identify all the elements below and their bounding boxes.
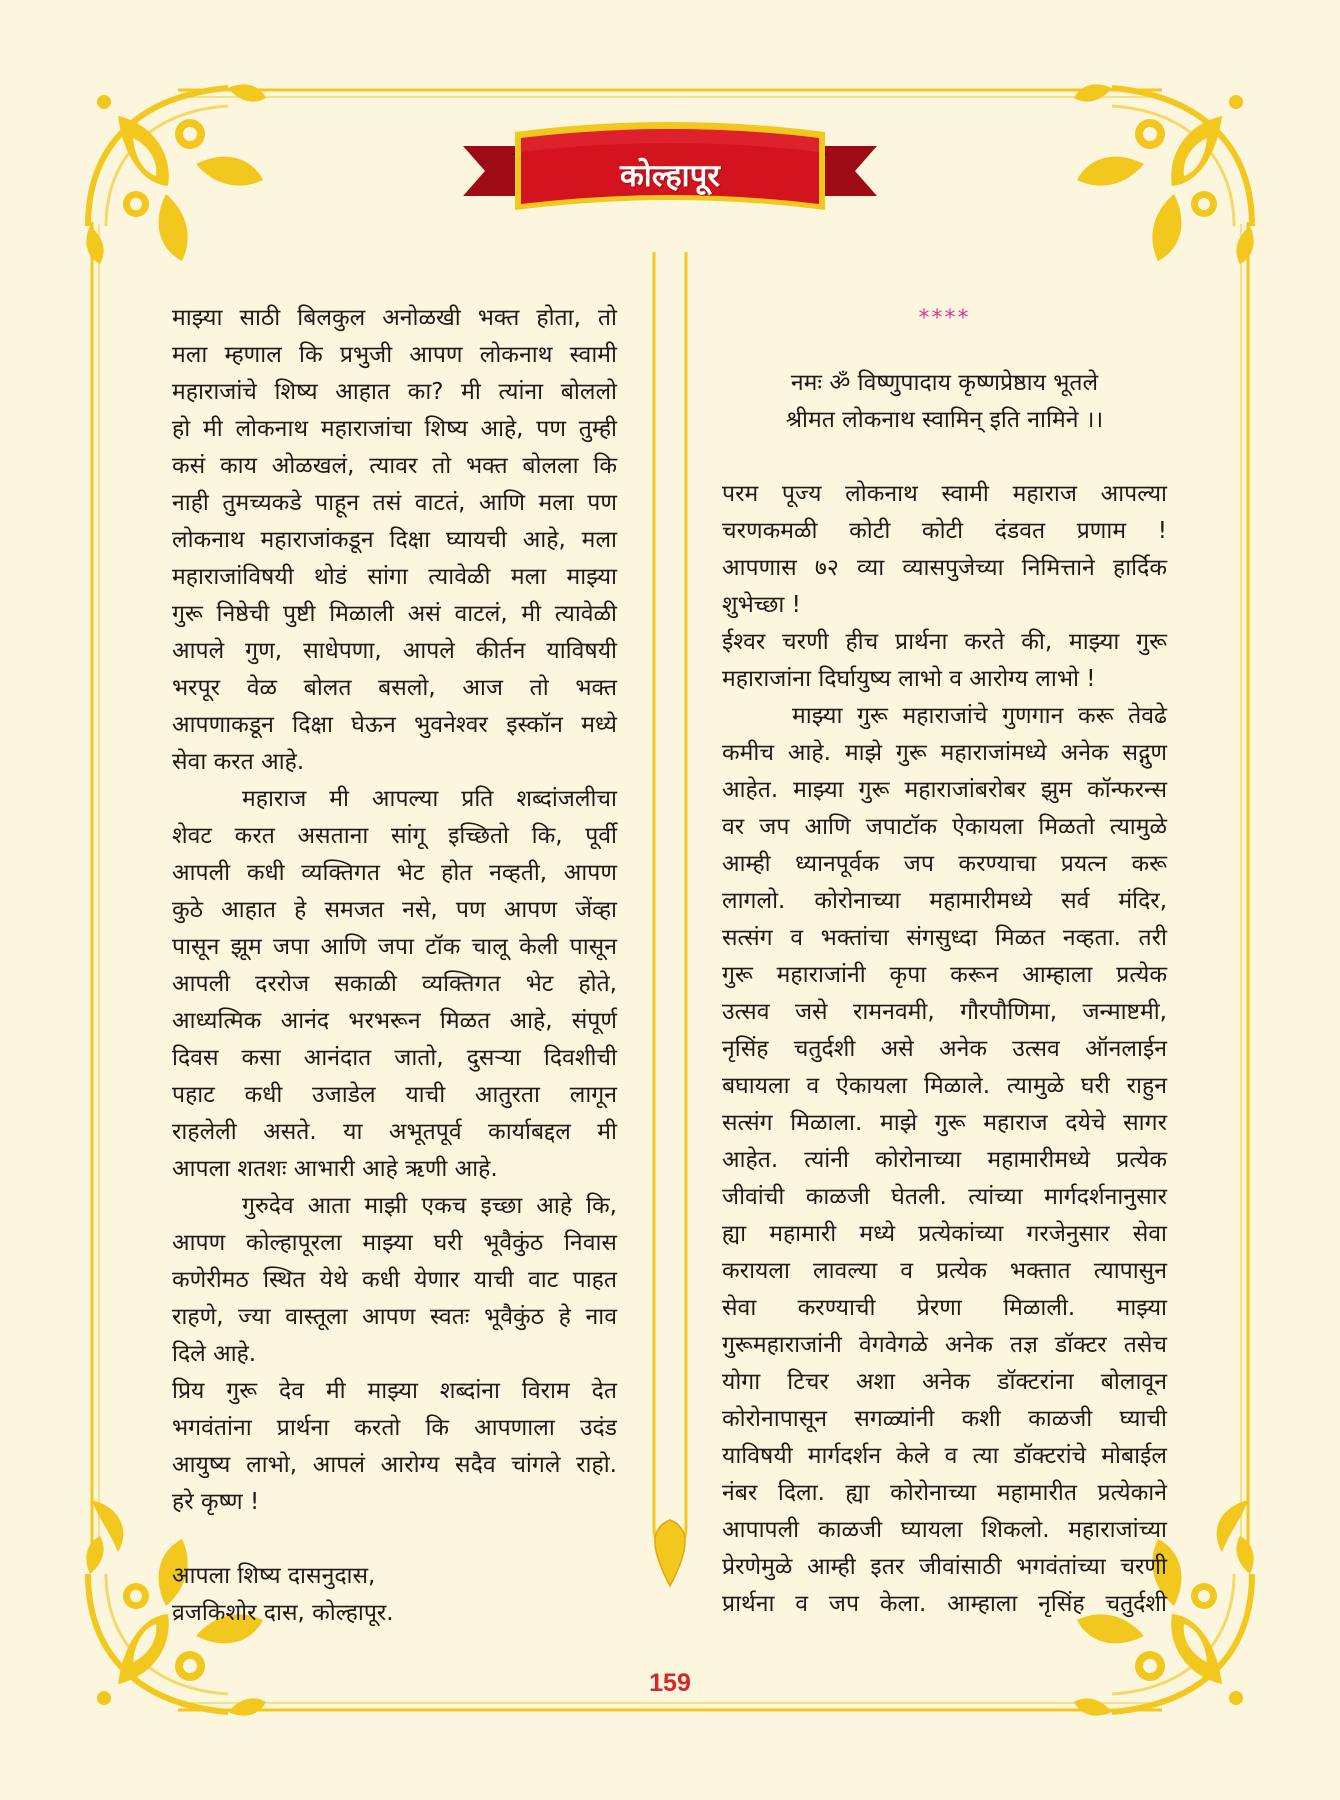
text-line: दिले आहे. <box>172 1341 257 1367</box>
text-line: दिवस कसा आनंदात जातो, दुसऱ्या दिवशीची <box>172 1045 617 1071</box>
text-line: आपापली काळजी घ्यायला शिकलो. महाराजांच्या <box>722 1517 1167 1543</box>
text-line: शेवट करत असताना सांगू इच्छितो कि, पूर्वी <box>172 823 617 849</box>
text-line: सत्संग मिळाला. माझे गुरू महाराज दयेचे सागर <box>722 1110 1167 1136</box>
text-line: भरपूर वेळ बोलत बसलो, आज तो भक्त <box>172 675 617 701</box>
text-line: कोरोनापासून सगळ्यांनी कशी काळजी घ्याची <box>722 1406 1167 1432</box>
text-line: कुठे आहात हे समजत नसे, पण आपण जेंव्हा <box>172 897 617 923</box>
text-line: योगा टिचर अशा अनेक डॉक्टरांना बोलावून <box>722 1369 1167 1395</box>
mantra-line: श्रीमत लोकनाथ स्वामिन् इति नामिने ।। <box>785 407 1104 433</box>
text-line: आम्ही ध्यानपूर्वक जप करण्याचा प्रयत्न करू <box>722 851 1167 877</box>
text-line: प्रेरणेमुळे आम्ही इतर जीवांसाठी भगवंतांच्या चरणी <box>722 1554 1167 1580</box>
text-line: आपण कोल्हापूरला माझ्या घरी भूवैकुंठ निवास <box>172 1230 617 1256</box>
text-line: बघायला व ऐकायला मिळाले. त्यामुळे घरी राहुन <box>722 1073 1167 1099</box>
header-title: कोल्हापूर <box>620 158 720 194</box>
text-line: हो मी लोकनाथ महाराजांचा शिष्य आहे, पण तुम्ही <box>172 416 617 442</box>
paragraph <box>172 1373 617 1521</box>
text-line: चरणकमळी कोटी कोटी दंडवत प्रणाम ! <box>722 518 1167 544</box>
text-line: कणेरीमठ स्थित येथे कधी येणार याची वाट पाहत <box>172 1267 617 1293</box>
text-line: ह्या महामारी मध्ये प्रत्येकांच्या गरजेनुसार सेवा <box>722 1221 1167 1247</box>
text-line: आपले गुण, साधेपणा, आपले कीर्तन याविषयी <box>172 638 617 664</box>
paragraph <box>722 624 1167 698</box>
title-banner <box>455 118 885 238</box>
text-line: परम पूज्य लोकनाथ स्वामी महाराज आपल्या <box>722 481 1167 507</box>
text-line: गुरू निष्ठेची पुष्टी मिळाली असं वाटलं, मी त्यावेळी <box>172 601 617 627</box>
text-line: कसं काय ओळखलं, त्यावर तो भक्त बोलला कि <box>172 453 617 479</box>
signature-line: व्रजकिशोर दास, कोल्हापूर. <box>172 1600 394 1626</box>
text-line: राहणे, ज्या वास्तूला आपण स्वतः भूवैकुंठ हे नाव <box>172 1304 617 1330</box>
mantra-line: नमः ॐ विष्णुपादाय कृष्णप्रेष्ठाय भूतले <box>790 370 1099 396</box>
text-line: आपली दररोज सकाळी व्यक्तिगत भेट होते, <box>172 971 617 997</box>
text-line: भगवंतांना प्रार्थना करतो कि आपणाला उदंड <box>172 1415 617 1441</box>
text-line: राहलेली असते. या अभूतपूर्व कार्याबद्दल मी <box>172 1119 617 1145</box>
text-line: गुरू महाराजांनी कृपा करून आम्हाला प्रत्येक <box>722 962 1167 988</box>
text-line: नाही तुमच्यकडे पाहून तसं वाटतं, आणि मला पण <box>172 490 617 516</box>
text-line: शुभेच्छा ! <box>722 592 801 618</box>
text-line: नंबर दिला. ह्या कोरोनाच्या महामारीत प्रत्येकाने <box>722 1480 1167 1506</box>
text-line: महाराज मी आपल्या प्रति शब्दांजलीचा <box>242 786 617 812</box>
paragraph <box>172 300 617 781</box>
text-line: मला म्हणाल कि प्रभुजी आपण लोकनाथ स्वामी <box>172 342 617 368</box>
text-line: आपणाकडून दिक्षा घेऊन भुवनेश्वर इस्कॉन मध्ये <box>172 712 617 738</box>
text-line: जीवांची काळजी घेतली. त्यांच्या मार्गदर्शनानुसार <box>722 1184 1167 1210</box>
text-line: माझ्या गुरू महाराजांचे गुणगान करू तेवढे <box>792 703 1167 729</box>
text-line: उत्सव जसे रामनवमी, गौरपौणिमा, जन्माष्टमी, <box>722 999 1167 1025</box>
text-line: आपली कधी व्यक्तिगत भेट होत नव्हती, आपण <box>172 860 617 886</box>
text-line: कमीच आहे. माझे गुरू महाराजांमध्ये अनेक सद्गुण <box>722 740 1167 766</box>
paragraph <box>172 781 617 1188</box>
text-line: आध्यत्मिक आनंद भरभरून मिळत आहे, संपूर्ण <box>172 1008 617 1034</box>
text-line: आपला शतशः आभारी आहे ऋणी आहे. <box>172 1156 498 1182</box>
spacer <box>722 439 1167 476</box>
text-line: सेवा करण्याची प्रेरणा मिळाली. माझ्या <box>722 1295 1167 1321</box>
text-line: प्रिय गुरू देव मी माझ्या शब्दांना विराम देत <box>172 1378 617 1404</box>
text-line: पासून झूम जपा आणि जपा टॉक चालू केली पासून <box>172 934 617 960</box>
mantra-block <box>722 365 1167 439</box>
spacer <box>722 337 1167 365</box>
signature-block <box>172 1558 617 1632</box>
text-line: आपणास ७२ व्या व्यासपुजेच्या निमित्ताने हार्दिक <box>722 555 1167 581</box>
text-line: सत्संग व भक्तांचा संगसुध्दा मिळत नव्हता. तरी <box>722 925 1167 951</box>
section-stars: **** <box>918 306 971 331</box>
text-line: नृसिंह चतुर्दशी असे अनेक उत्सव ऑनलाईन <box>722 1036 1167 1062</box>
spacer <box>172 1521 617 1558</box>
text-line: ईश्वर चरणी हीच प्रार्थना करते की, माझ्या गुरू <box>722 629 1167 655</box>
text-line: प्रार्थना व जप केला. आम्हाला नृसिंह चतुर्दशी <box>722 1591 1167 1617</box>
text-line: महाराजांचे शिष्य आहात का? मी त्यांना बोललो <box>172 379 617 405</box>
signature-line: आपला शिष्य दासनुदास, <box>172 1563 376 1589</box>
text-line: पहाट कधी उजाडेल याची आतुरता लागून <box>172 1082 617 1108</box>
text-line: आहेत. त्यांनी कोरोनाच्या महामारीमध्ये प्रत्येक <box>722 1147 1167 1173</box>
paragraph <box>722 698 1167 1623</box>
paragraph <box>172 1188 617 1373</box>
text-line: लोकनाथ महाराजांकडून दिक्षा घ्यायची आहे, मला <box>172 527 617 553</box>
text-line: आहेत. माझ्या गुरू महाराजांबरोबर झुम कॉन्फरन्स <box>722 777 1167 803</box>
page-number: 159 <box>649 1669 691 1697</box>
text-line: गुरूमहाराजांनी वेगवेगळे अनेक तज्ञ डॉक्टर तसेच <box>722 1332 1167 1358</box>
text-line: महाराजांविषयी थोडं सांगा त्यावेळी मला माझ्या <box>172 564 617 590</box>
text-line: गुरुदेव आता माझी एकच इच्छा आहे कि, <box>242 1193 617 1219</box>
text-line: माझ्या साठी बिलकुल अनोळखी भक्त होता, तो <box>172 305 617 331</box>
left-column <box>172 300 617 1632</box>
right-column <box>722 300 1167 1623</box>
text-line: लागलो. कोरोनाच्या महामारीमध्ये सर्व मंदिर, <box>722 888 1167 914</box>
text-line: हरे कृष्ण ! <box>172 1489 260 1515</box>
text-line: याविषयी मार्गदर्शन केले व त्या डॉक्टरांचे मोबाईल <box>722 1443 1167 1469</box>
text-line: आयुष्य लाभो, आपलं आरोग्य सदैव चांगले राहो. <box>172 1452 617 1478</box>
paragraph <box>722 476 1167 624</box>
text-line: वर जप आणि जपाटॉक ऐकायला मिळतो त्यामुळे <box>722 814 1167 840</box>
text-line: सेवा करत आहे. <box>172 749 305 775</box>
text-line: महाराजांना दिर्घायुष्य लाभो व आरोग्य लाभो ! <box>722 666 1096 692</box>
text-line: करायला लावल्या व प्रत्येक भक्तात त्यापासुन <box>722 1258 1167 1284</box>
